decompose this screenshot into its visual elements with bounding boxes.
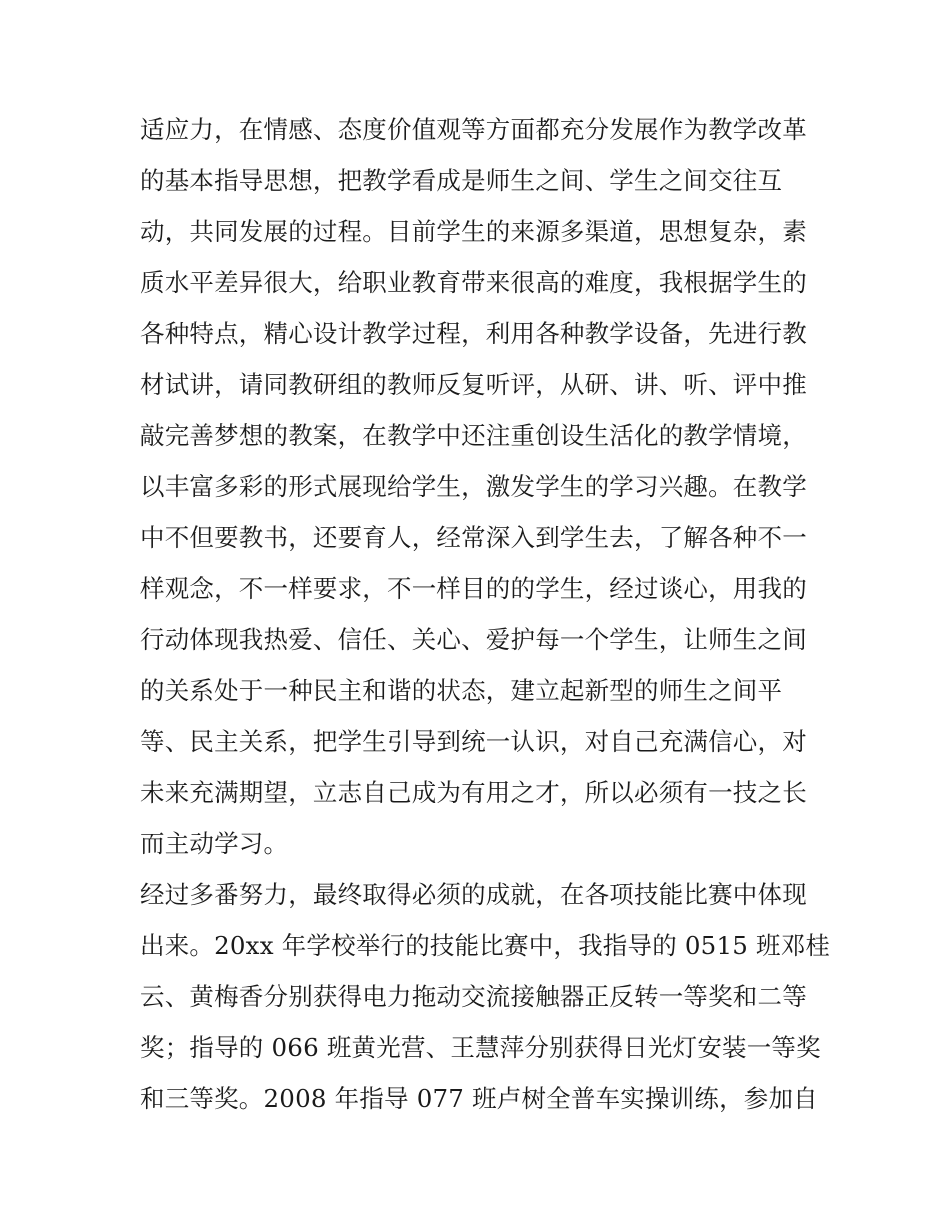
text-line: 出来。20xx 年学校举行的技能比赛中，我指导的 0515 班邓桂: [140, 931, 831, 960]
text-line: 适应力，在情感、态度价值观等方面都充分发展作为教学改革: [140, 115, 807, 144]
text-line: 敲完善梦想的教案，在教学中还注重创设生活化的教学情境，: [140, 421, 807, 450]
body-text: [140, 104, 831, 1124]
text-line: 质水平差异很大，给职业教育带来很高的难度，我根据学生的: [140, 268, 807, 297]
text-line: 等、民主关系，把学生引导到统一认识，对自己充满信心，对: [140, 727, 807, 756]
text-line: 各种特点，精心设计教学过程，利用各种教学设备，先进行教: [140, 319, 807, 348]
text-line: 中不但要教书，还要育人，经常深入到学生去，了解各种不一: [140, 523, 807, 552]
text-line: 经过多番努力，最终取得必须的成就，在各项技能比赛中体现: [140, 880, 807, 909]
text-line: 动，共同发展的过程。目前学生的来源多渠道，思想复杂，素: [140, 217, 807, 246]
text-line: 而主动学习。: [140, 829, 289, 858]
text-line: 的关系处于一种民主和谐的状态，建立起新型的师生之间平: [140, 676, 783, 705]
text-line: 的基本指导思想，把教学看成是师生之间、学生之间交往互: [140, 166, 783, 195]
text-line: 样观念，不一样要求，不一样目的的学生，经过谈心，用我的: [140, 574, 807, 603]
text-line: 未来充满期望，立志自己成为有用之才，所以必须有一技之长: [140, 778, 807, 807]
text-line: 以丰富多彩的形式展现给学生，激发学生的学习兴趣。在教学: [140, 472, 807, 501]
text-line: 和三等奖。2008 年指导 077 班卢树全普车实操训练，参加自: [140, 1084, 818, 1113]
text-line: 行动体现我热爱、信任、关心、爱护每一个学生，让师生之间: [140, 625, 807, 654]
text-line: 奖；指导的 066 班黄光营、王慧萍分别获得日光灯安装一等奖: [140, 1033, 821, 1062]
text-line: 材试讲，请同教研组的教师反复听评，从研、讲、听、评中推: [140, 370, 807, 399]
text-line: 云、黄梅香分别获得电力拖动交流接触器正反转一等奖和二等: [140, 982, 807, 1011]
